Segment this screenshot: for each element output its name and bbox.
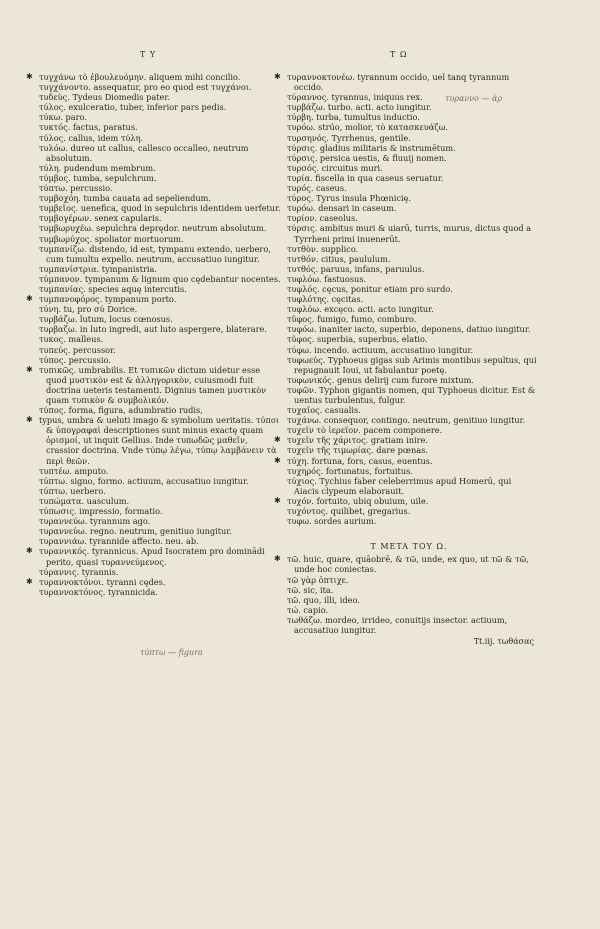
entry-text: τύπτω. signo, formo. actiuum, accusatiuo iungitur. xyxy=(39,475,249,486)
entry-text: τύπτω. uerbero. xyxy=(39,485,106,496)
dictionary-entry xyxy=(32,506,282,516)
asterisk-icon: ✱ xyxy=(26,576,33,586)
entry-text: τυφωνικός. genus delirij cum furore mixtum. xyxy=(287,374,475,385)
dictionary-entry xyxy=(280,254,538,264)
entry-text: τυφῶν. Typhon gigantis nomen, qui Typhoeus dicitur. Est & uentus turbulentus, fulgur. xyxy=(287,384,536,405)
asterisk-icon: ✱ xyxy=(274,554,281,564)
dictionary-entry xyxy=(274,495,538,506)
entry-text: τύχη. fortuna, fors, casus, euentus. xyxy=(287,455,433,466)
dictionary-entry xyxy=(280,274,538,284)
entry-text: τυμβωρύχος. spoliator mortuorum. xyxy=(39,233,184,244)
entry-text: τυπώματα. uasculum. xyxy=(39,495,130,506)
dictionary-entry xyxy=(26,546,282,567)
entry-text: τύκω. paro. xyxy=(39,112,87,123)
dictionary-entry xyxy=(280,445,538,455)
dictionary-entry xyxy=(26,72,282,82)
dictionary-entry xyxy=(26,294,282,305)
entry-text: τυπτέω. amputo. xyxy=(39,465,109,476)
entry-text: τυρσός. circuitus muri. xyxy=(287,162,383,173)
dictionary-entry xyxy=(280,153,538,163)
entry-text: τώ. capio. xyxy=(287,604,329,615)
entry-text: τῶ γὰρ ὀπτιχε. xyxy=(287,574,349,585)
dictionary-entry xyxy=(32,274,282,284)
dictionary-entry xyxy=(32,92,282,102)
asterisk-icon: ✱ xyxy=(26,546,33,556)
dictionary-entry xyxy=(280,314,538,324)
entry-text: τύμβος. tumba, sepulchrum. xyxy=(39,172,157,183)
entry-text: τυγχάνω τὸ ἐβουλευόμην. aliquem mihi concilio. xyxy=(39,72,241,82)
dictionary-entry xyxy=(32,486,282,496)
entry-text: τυραννεύω. tyrannum ago. xyxy=(39,516,151,527)
entry-text: τυρίον. caseolus. xyxy=(287,213,358,224)
entry-text: τυφλότης. cęcitas. xyxy=(287,294,364,305)
entry-text: τυχεῖν τὸ ἱερεῖον. pacem componere. xyxy=(287,425,443,436)
entry-text: τυχόν. fortuito, ubiq obuium, uile. xyxy=(287,495,429,506)
dictionary-entry xyxy=(280,345,538,355)
dictionary-entry xyxy=(280,163,538,173)
dictionary-entry xyxy=(32,213,282,223)
dictionary-entry xyxy=(32,143,282,163)
asterisk-icon: ✱ xyxy=(26,294,33,304)
dictionary-entry xyxy=(280,122,538,132)
entry-text: τυραννοκτόνος. tyrannicida. xyxy=(39,586,158,597)
dictionary-entry xyxy=(280,102,538,112)
entry-text: τυρία. fiscella in qua caseus seruatur. xyxy=(287,172,444,183)
dictionary-entry xyxy=(280,415,538,425)
entry-text: τύπος. forma, figura, adumbratio rudis, xyxy=(39,405,203,416)
asterisk-icon: ✱ xyxy=(274,435,281,445)
entry-text: τῶ. sic, ita. xyxy=(287,584,334,595)
entry-text: τυρόω. densari in caseum. xyxy=(287,203,397,214)
dictionary-entry xyxy=(274,435,538,446)
entry-text: τυχηρός. fortunatus, fortuitus. xyxy=(287,465,413,476)
dictionary-entry xyxy=(280,183,538,193)
entry-text: τυρός. caseus. xyxy=(287,183,347,194)
entry-text: τύλος. callus, idem τύλη. xyxy=(39,132,144,143)
dictionary-entry xyxy=(32,193,282,203)
dictionary-entry xyxy=(280,133,538,143)
entry-text: τυμβωρυχέω. sepulchra deprędor. neutrum absolutum. xyxy=(39,223,267,234)
dictionary-entry xyxy=(32,133,282,143)
entry-text: τυπικῶς. umbrabilis. Et τυπικῶν dictum uidetur esse quod μυστικὸν est & ἀλληγορικὸν, cuiusmodi fuit doctrina ueteris testamenti. Dignius tamen μυστικὸν quam τυπικὸν & συμβολικόν. xyxy=(39,364,267,405)
entry-text: τυμπανίστρια. tympanistria. xyxy=(39,263,158,274)
asterisk-icon: ✱ xyxy=(26,364,33,374)
dictionary-entry xyxy=(32,304,282,314)
dictionary-entry xyxy=(32,536,282,546)
entry-text: τυμβοχόη. tumba cauata ad sepeliendum. xyxy=(39,193,212,204)
entry-text: τυτθός. paruus, infans, paruulus. xyxy=(287,263,425,274)
asterisk-icon: ✱ xyxy=(26,415,33,425)
entry-text: τυρβάζω. lutum, locus cœnosus. xyxy=(39,314,173,325)
dictionary-entry xyxy=(280,304,538,314)
entry-text: τυχεῖν τῆς χάριτος. gratiam inire. xyxy=(287,435,428,446)
dictionary-entry xyxy=(280,223,538,243)
dictionary-entry xyxy=(280,244,538,254)
entry-text: τύραννος. tyrannus, iniquus rex. xyxy=(287,92,423,103)
entry-text: τυρβάζω. turbo. acti. acto iungitur. xyxy=(287,102,432,113)
dictionary-entry xyxy=(26,576,282,587)
dictionary-entry xyxy=(32,173,282,183)
dictionary-entry xyxy=(280,143,538,153)
dictionary-entry xyxy=(280,476,538,496)
entry-text: τυμπανίζω. distendo, id est, tympanu extendo, uerbero, cum tumultu expello. neutrum, accusatiuo iungitur. xyxy=(39,243,271,264)
entry-text: typus, umbra & ueluti imago & symbolum ueritatis. τύποι & ὑπογραφαὶ descriptiones sunt minus exactę quam ὁρισμοί, ut inquit Gellius. Inde τυπωδῶς μαθεῖν, crassior doctrina. Vnde τύπῳ λέγω, τύπῳ λαμβάνειν τὰ περὶ θεῶν. xyxy=(39,415,280,466)
entry-text: τυχόντος. quilibet, gregarius. xyxy=(287,506,411,517)
dictionary-entry xyxy=(32,355,282,365)
dictionary-entry xyxy=(280,284,538,294)
dictionary-entry xyxy=(280,615,538,635)
entry-text: τυμβογέρων. senex capularis. xyxy=(39,213,162,224)
dictionary-entry xyxy=(32,314,282,324)
dictionary-entry xyxy=(26,415,282,466)
dictionary-entry xyxy=(32,345,282,355)
entry-text: τυλόω. dureo ut callus, callesco occalleo, neutrum absolutum. xyxy=(39,142,249,163)
dictionary-entry xyxy=(280,355,538,375)
entry-text: τύπωσις. impressio, formatio. xyxy=(39,506,163,517)
entry-text: τύρσις. gladius militaris & instrumētum. xyxy=(287,142,456,153)
dictionary-entry xyxy=(32,334,282,344)
dictionary-entry xyxy=(32,476,282,486)
entry-text: τυκτός. factus, paratus. xyxy=(39,122,138,133)
dictionary-entry xyxy=(32,183,282,193)
dictionary-entry xyxy=(32,163,282,173)
dictionary-entry xyxy=(280,112,538,122)
dictionary-entry xyxy=(32,234,282,244)
entry-text: τυραννιάω. tyrannide affecto. neu. ab. xyxy=(39,536,199,547)
dictionary-entry xyxy=(280,425,538,435)
entry-text: τύρσις. ambitus muri & uiarū, turris, murus, dictus quod a Tyrrheni primi inuenerūt. xyxy=(287,223,532,244)
section-entries xyxy=(274,554,538,635)
dictionary-entry xyxy=(280,334,538,344)
entry-text: τυδεὺς. Tydeus Diomedis pater. xyxy=(39,92,170,103)
dictionary-entry xyxy=(280,324,538,334)
asterisk-icon: ✱ xyxy=(274,455,281,465)
entry-text: τυχεῖν τῆς τιμωρίας. dare pœnas. xyxy=(287,445,428,456)
dictionary-entry xyxy=(280,595,538,605)
dictionary-entry xyxy=(274,455,538,466)
dictionary-entry xyxy=(280,203,538,213)
left-column xyxy=(26,72,282,597)
dictionary-entry xyxy=(280,516,538,526)
entry-text: τυφωεύς. Typhoeus gigas sub Arimis montibus sepultus, qui repugnauit Ioui, ut fabulantur poetę. xyxy=(287,354,537,375)
dictionary-entry xyxy=(280,575,538,585)
dictionary-entry xyxy=(274,72,538,93)
entry-text: τύπτω. percussio. xyxy=(39,183,113,194)
dictionary-entry xyxy=(280,605,538,615)
entry-text: τωθάζω. mordeo, irrideo, conuitijs insector. actiuum, accusatiuo iungitur. xyxy=(287,614,508,635)
entry-text: τυραννεύω. regno. neutrum, genitiuo iungitur. xyxy=(39,526,232,537)
entry-text: τυφω. sordes aurium. xyxy=(287,516,377,527)
entry-text: τυρόω. strúo, molior, τὸ κατασκευάζω. xyxy=(287,122,448,133)
entry-text: τυραννοκτόνοι. tyranni cędes. xyxy=(39,576,166,587)
handwritten-annotation-top: τυραννο — ἀρ xyxy=(445,94,503,103)
dictionary-entry xyxy=(32,82,282,92)
entry-text: τῦφος. superbia, superbus, elatio. xyxy=(287,334,428,345)
dictionary-entry xyxy=(32,496,282,506)
entry-text: τύραννις. tyrannis. xyxy=(39,566,119,577)
entry-text: τύμπανον. tympanum & lignum quo cędebantur nocentes. xyxy=(39,273,281,284)
asterisk-icon: ✱ xyxy=(274,72,281,81)
asterisk-icon: ✱ xyxy=(274,495,281,505)
entry-text: τύρσις. persica uestis, & fluuij nomen. xyxy=(287,152,447,163)
entry-text: τῶ. quo, illi, ideo. xyxy=(287,594,360,605)
dictionary-entry xyxy=(32,223,282,233)
dictionary-entry xyxy=(280,213,538,223)
entry-text: τυτθὸν. supplico. xyxy=(287,243,359,254)
dictionary-entry xyxy=(280,294,538,304)
dictionary-entry xyxy=(32,587,282,597)
entry-text: τυμβεῖος. uenefica, quod in sepulchris identidem uerfetur. xyxy=(39,203,281,214)
header-left: T Y xyxy=(140,50,157,59)
dictionary-entry xyxy=(280,173,538,183)
dictionary-entry xyxy=(32,102,282,112)
entry-text: τυφλός. cęcus, ponitur etiam pro surdo. xyxy=(287,283,453,294)
dictionary-entry xyxy=(274,554,538,575)
dictionary-entry xyxy=(280,466,538,476)
entry-text: τυφόω. inaniter iacto, superbio, deponens, datiuo iungitur. xyxy=(287,324,531,335)
dictionary-entry xyxy=(32,112,282,122)
entry-text: τυχαῖος. casualis. xyxy=(287,405,361,416)
entry-text: τυφλόω. fastuosus. xyxy=(287,273,367,284)
dictionary-entry xyxy=(32,466,282,476)
dictionary-entry xyxy=(26,364,282,405)
right-entries xyxy=(274,72,538,527)
header-right: T Ω xyxy=(390,50,408,59)
dictionary-entry xyxy=(32,516,282,526)
entry-text: τύχιος. Tychius faber celeberrimus apud Homerū, qui Aiacis clypeum elaborauit. xyxy=(287,475,512,496)
asterisk-icon: ✱ xyxy=(26,72,33,81)
section-title: T META TOY Ω. xyxy=(370,542,448,552)
dictionary-entry xyxy=(32,405,282,415)
entry-text: τυφλόω. excęco. acti. acto iungitur. xyxy=(287,304,434,315)
entry-text: τυκος. malleus. xyxy=(39,334,104,345)
dictionary-entry xyxy=(280,385,538,405)
dictionary-entry xyxy=(280,193,538,203)
dictionary-entry xyxy=(32,567,282,577)
dictionary-entry xyxy=(280,264,538,274)
dictionary-entry xyxy=(280,585,538,595)
entry-text: τυπεύς. percussor. xyxy=(39,344,116,355)
entry-text: τύνη. tu, pro σύ Dorice. xyxy=(39,304,138,315)
entry-text: τύρβη. turba, tumultus inductio. xyxy=(287,112,420,123)
entry-text: τύλος. exulceratio, tuber, inferior pars pedis. xyxy=(39,102,227,113)
running-header xyxy=(0,50,600,64)
entry-text: τυρσηνός. Tyrrhenus, gentile. xyxy=(287,132,411,143)
dictionary-entry xyxy=(32,324,282,334)
dictionary-entry xyxy=(32,122,282,132)
entry-text: τυχάνω. consequor, contingo. neutrum, genitiuo iungitur. xyxy=(287,415,526,426)
entry-text: τύφω. incendo. actiuum, accusatiuo iungitur. xyxy=(287,344,474,355)
handwritten-annotation-mid: τύπτω — figura xyxy=(140,648,203,657)
entry-text: τυραννοκτονέω. tyrannum occido, uel tanq tyrannum occido. xyxy=(287,72,510,93)
dictionary-entry xyxy=(32,284,282,294)
dictionary-entry xyxy=(32,526,282,536)
entry-text: τυτθόν. citius, paululum. xyxy=(287,253,391,264)
entry-text: τῦφος. fumigo, fumo, comburo. xyxy=(287,314,417,325)
entry-text: τυμπανίας. species aquę intercutis. xyxy=(39,283,187,294)
dictionary-entry xyxy=(32,264,282,274)
entry-text: τύλη. pudendum membrum. xyxy=(39,162,156,173)
entry-text: τύπος. percussio. xyxy=(39,354,111,365)
entry-text: τυγχάνοντο. assequatur, pro eo quod est τυγχάνοι. xyxy=(39,82,252,93)
right-column xyxy=(274,72,538,647)
dictionary-entry xyxy=(280,506,538,516)
dictionary-entry xyxy=(280,405,538,415)
catchword: Tt.iij. τωθάσας xyxy=(473,637,534,647)
dictionary-entry xyxy=(280,375,538,385)
entry-text: τυμπανοφόρος. tympanum porto. xyxy=(39,294,177,305)
entry-text: τυρβαζω. in luto ingredi, aut luto aspergere, blaterare. xyxy=(39,324,267,335)
entry-text: τῶ. huic, quare, quāobrē, & τῶ, unde, ex quo, ut τῶ & τῶ, unde hoc coniectas. xyxy=(287,554,529,575)
dictionary-entry xyxy=(32,244,282,264)
entry-text: τύρος. Tyrus insula Phœnicię. xyxy=(287,193,412,204)
entry-text: τυραννικός. tyrannicus. Apud Isocratem pro dominādi perito, quasi τυραννεύμενος. xyxy=(39,546,265,567)
dictionary-entry xyxy=(32,203,282,213)
